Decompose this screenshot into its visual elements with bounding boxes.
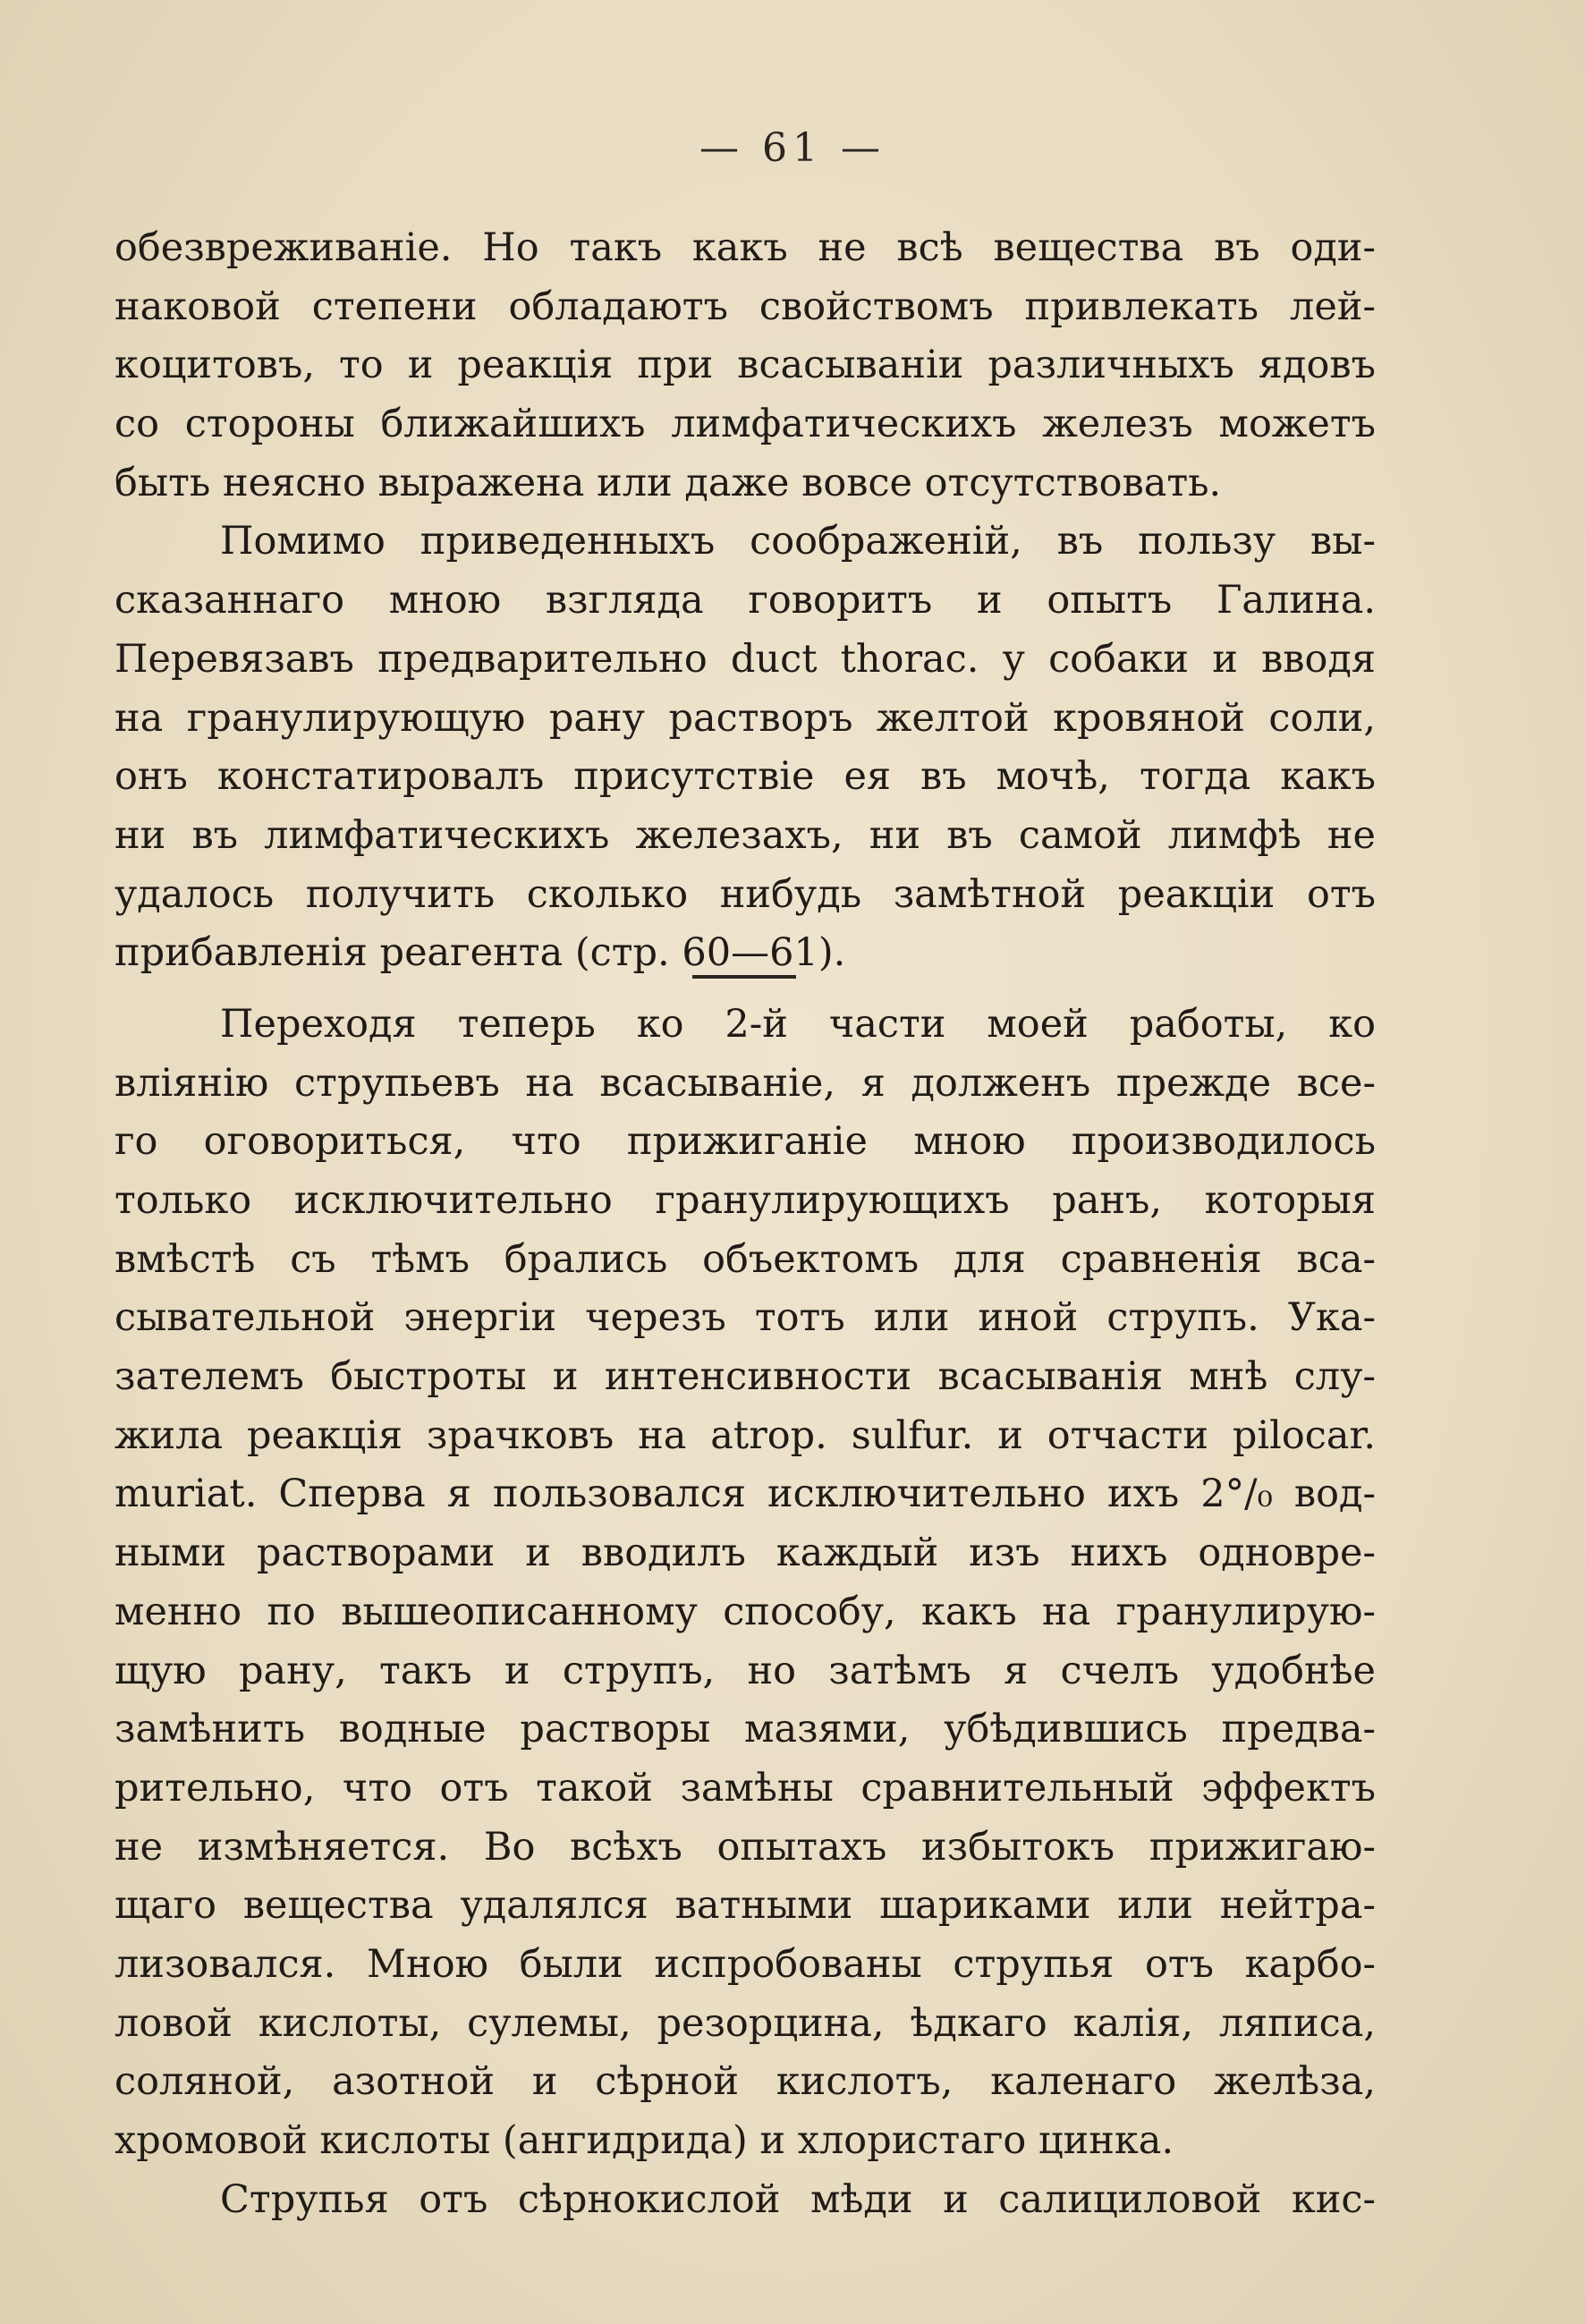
text-line: онъ констатировалъ присутствiе ея въ мочѣ, тогда какъ (114, 754, 1376, 800)
paragraph-4 (114, 2171, 1376, 2230)
text-line: щую рану, такъ и струпъ, но затѣмъ я счелъ удобнѣе (114, 1648, 1376, 1693)
text-line: Перевязавъ предварительно duct thorac. у собаки и вводя (114, 636, 1376, 682)
text-line: ными растворами и вводилъ каждый изъ нихъ одновре- (114, 1531, 1376, 1576)
text-line: сказаннаго мною взгляда говоритъ и опытъ Галина. (114, 578, 1376, 623)
text-line: прибавленiя реагента (стр. 60—61). (114, 930, 846, 976)
text-line: со стороны ближайшихъ лимфатическихъ железъ можетъ (114, 402, 1376, 447)
text-line: менно по вышеописанному способу, какъ на гранулирую- (114, 1589, 1376, 1634)
text-line: только исключительно гранулирующихъ ранъ, которыя (114, 1178, 1376, 1223)
text-line: влiянiю струпьевъ на всасыванiе, я долженъ прежде все- (114, 1060, 1376, 1106)
text-line: зателемъ быстроты и интенсивности всасыванiя мнѣ слу- (114, 1354, 1376, 1400)
body-text (114, 219, 1376, 2229)
page-number: — 61 — (699, 125, 886, 171)
text-line: соляной, азотной и сѣрной кислотъ, каленаго желѣза, (114, 2059, 1376, 2105)
text-line: лизовался. Мною были испробованы струпья отъ карбо- (114, 1941, 1376, 1987)
text-line: Переходя теперь ко 2-й части моей работы, ко (220, 1001, 1376, 1047)
text-line: вмѣстѣ съ тѣмъ брались объектомъ для сравненiя вса- (114, 1236, 1376, 1282)
text-line: жила реакцiя зрачковъ на atrop. sulfur. и отчасти pilocar. (114, 1412, 1376, 1458)
text-line: рительно, что отъ такой замѣны сравнительный эффектъ (114, 1765, 1376, 1811)
paragraph-3 (114, 996, 1376, 2171)
text-line: Струпья отъ сѣрнокислой мѣди и салициловой кис- (220, 2176, 1376, 2222)
text-line: не измѣняется. Во всѣхъ опытахъ избытокъ прижигаю- (114, 1824, 1376, 1870)
text-line: коцитовъ, то и реакцiя при всасыванiи различныхъ ядовъ (114, 343, 1376, 388)
paragraph-gap (114, 983, 1376, 996)
text-line: muriat. Сперва я пользовался исключительно ихъ 2°/₀ вод- (114, 1472, 1376, 1517)
text-line: наковой степени обладаютъ свойствомъ привлекать лей- (114, 284, 1376, 329)
text-line: го оговориться, что прижиганiе мною производилось (114, 1119, 1376, 1165)
text-line: удалось получить сколько нибудь замѣтной реакцiи отъ (114, 871, 1376, 917)
text-line: хромовой кислоты (ангидрида) и хлористаго цинка. (114, 2118, 1174, 2163)
text-line: сывательной энергiи черезъ тотъ или иной струпъ. Ука- (114, 1295, 1376, 1341)
text-line: щаго вещества удалялся ватными шариками или нейтра- (114, 1883, 1376, 1929)
text-line: ловой кислоты, сулемы, резорцина, ѣдкаго калiя, ляписа, (114, 2000, 1376, 2046)
text-line: на гранулирующую рану растворъ желтой кровяной соли, (114, 695, 1376, 741)
text-line: ни въ лимфатическихъ железахъ, ни въ самой лимфѣ не (114, 812, 1376, 858)
text-line: Помимо приведенныхъ соображенiй, въ пользу вы- (220, 519, 1376, 564)
text-line: быть неясно выражена или даже вовсе отсутствовать. (114, 460, 1222, 505)
paragraph-1 (114, 219, 1376, 513)
text-line: обезвреживанiе. Но такъ какъ не всѣ вещества въ оди- (114, 225, 1376, 270)
text-line: замѣнить водные растворы мазями, убѣдившись предва- (114, 1707, 1376, 1752)
paragraph-2 (114, 513, 1376, 983)
